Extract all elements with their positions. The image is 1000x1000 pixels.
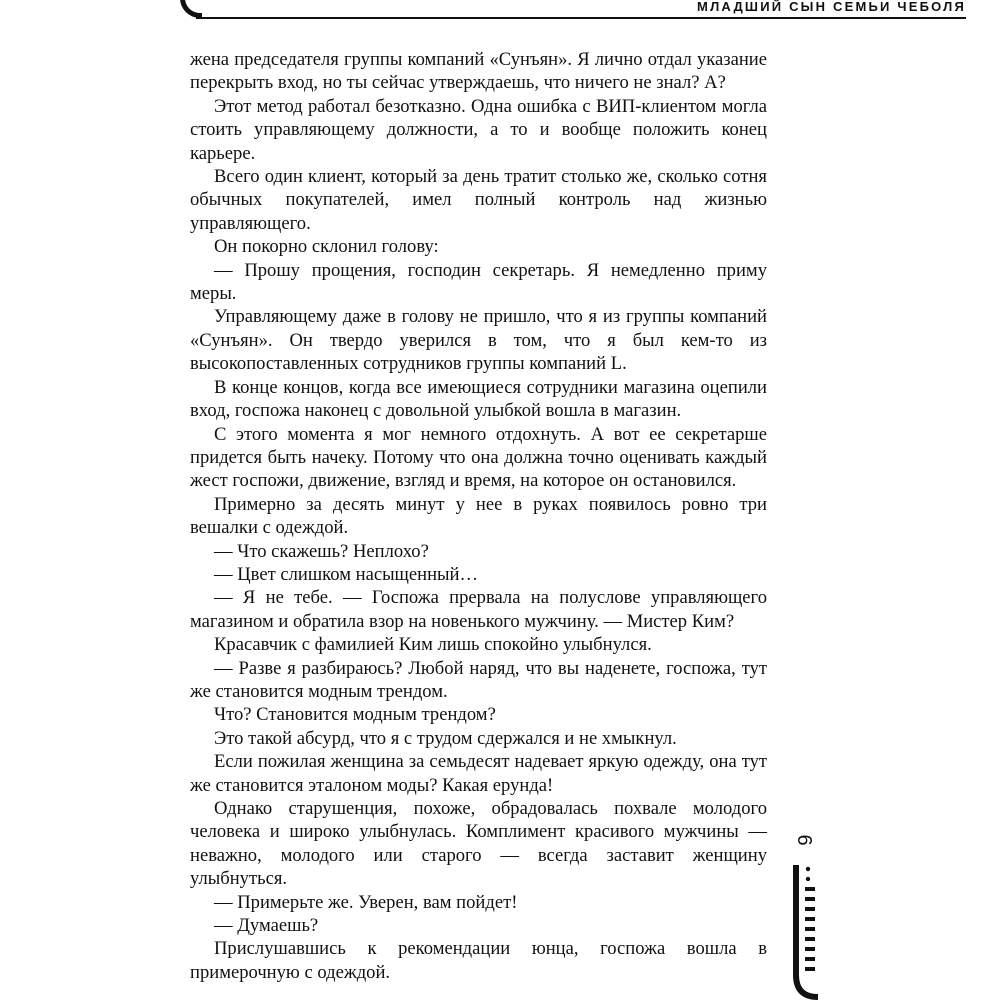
header-ornament-hook xyxy=(180,0,202,18)
paragraph: Он покорно склонил голову: xyxy=(214,236,439,258)
paragraph: — Примерьте же. Уверен, вам пойдет! xyxy=(214,891,518,913)
ornament-bar xyxy=(805,897,815,901)
paragraph: С этого момента я мог немного отдохнуть. А вот ее секретарше придется быть начеку. Потому что она должна точно оценивать каждый жест госпожи, движение, взгляд и время, на которое он остановился. xyxy=(190,423,767,492)
paragraph: — Я не тебе. — Госпожа прервала на полуслове управляющего магазином и обратила взор на новенького мужчину. — Мистер Ким? xyxy=(190,587,767,632)
paragraph: Красавчик с фамилией Ким лишь спокойно улыбнулся. xyxy=(214,634,652,656)
paragraph: — Прошу прощения, господин секретарь. Я немедленно приму меры. xyxy=(190,259,767,305)
ornament-bar xyxy=(805,927,815,931)
paragraph: Прислушавшись к рекомендации юнца, госпожа вошла в примерочную с одеждой. xyxy=(190,938,767,983)
ornament-dot xyxy=(806,867,810,871)
paragraph: — Разве я разбираюсь? Любой наряд, что вы наденете, госпожа, тут же становится модным трендом. xyxy=(190,657,767,702)
page-number: 6 xyxy=(793,834,815,846)
paragraph: Однако старушенция, похоже, обрадовалась похвале молодого человека и широко улыбнулась. Комплимент красивого мужчины — неважно, молодого или старого — всегда заставит женщину улыбнуться. xyxy=(190,798,767,890)
ornament-dot xyxy=(806,877,810,881)
paragraph: Примерно за десять минут у нее в руках появилось ровно три вешалки с одеждой. xyxy=(190,493,767,539)
ornament-bar xyxy=(805,957,815,961)
ornament-bar xyxy=(805,887,815,891)
paragraph: — Думаешь? xyxy=(214,915,319,937)
paragraph: Что? Становится модным трендом? xyxy=(214,704,496,726)
paragraph: Этот метод работал безотказно. Одна ошибка с ВИП-клиентом могла стоить управляющему должности, а то и вообще положить конец карьере. xyxy=(190,95,767,164)
body-text xyxy=(190,48,767,984)
paragraph: Всего один клиент, который за день тратит столько же, сколько сотня обычных покупателей, имел полный контроль над жизнью управляющего. xyxy=(190,166,767,234)
paragraph: — Что скажешь? Неплохо? xyxy=(214,540,429,562)
running-title: МЛАДШИЙ СЫН СЕМЬИ ЧЕБОЛЯ xyxy=(697,0,966,14)
ornament-bar xyxy=(805,907,815,911)
paragraph: Это такой абсурд, что я с трудом сдержался и не хмыкнул. xyxy=(214,727,677,749)
paragraph: Управляющему даже в голову не пришло, что я из группы компаний «Сунъян». Он твердо уверился в том, что я был кем-то из высокопоставленных сотрудников группы компаний L. xyxy=(190,306,767,375)
paragraph: В конце концов, когда все имеющиеся сотрудники магазина оцепили вход, госпожа наконец с довольной улыбкой вошла в магазин. xyxy=(190,376,767,422)
paragraph: жена председателя группы компаний «Сунъян». Я лично отдал указание перекрыть вход, но ты сейчас утверждаешь, что ничего не знал? А? xyxy=(190,49,767,94)
ornament-bar xyxy=(805,937,815,941)
ornament-bar xyxy=(805,947,815,951)
paragraph: Если пожилая женщина за семьдесят надевает яркую одежду, она тут же становится эталоном моды? Какая ерунда! xyxy=(190,751,767,796)
header-rule xyxy=(196,17,966,19)
ornament-bar xyxy=(805,967,815,971)
ornament-bar xyxy=(805,917,815,921)
paragraph: — Цвет слишком насыщенный… xyxy=(214,563,479,585)
